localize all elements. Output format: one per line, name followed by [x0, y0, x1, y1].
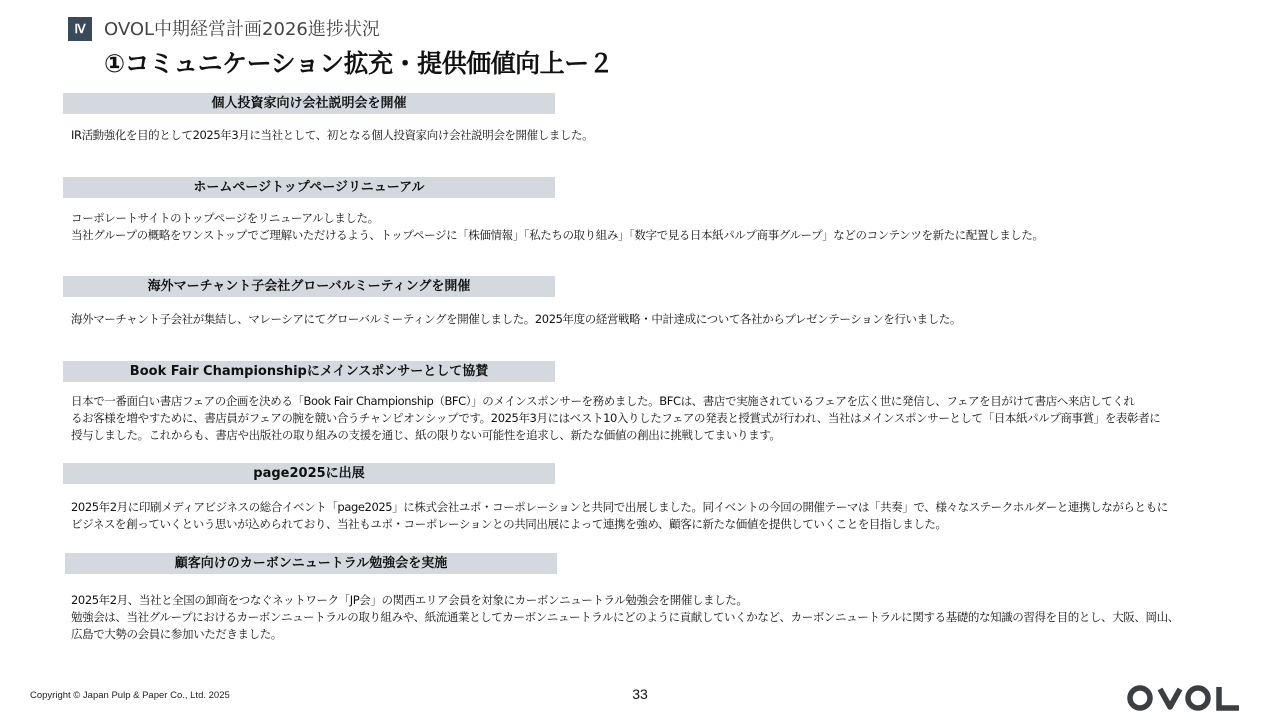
body-line: 授与しました。これからも、書店や出版社の取り組みの支援を通じ、紙の限りない可能性を追求し、新たな価値の創出に挑戦してまいります。	[71, 428, 781, 442]
body-line: IR活動強化を目的として2025年3月に当社として、初となる個人投資家向け会社説明会を開催しました。	[71, 128, 594, 142]
logo-letter-o1	[1130, 688, 1150, 708]
copyright: Copyright © Japan Pulp & Paper Co., Ltd. 2025	[30, 690, 230, 701]
body-line: ビジネスを創っていくという思いが込められており、当社もユポ・コーポレーションとの共同出展によって連携を強め、顧客に新たな価値を提供していくことを目指しました。	[71, 517, 947, 531]
chapter-badge: Ⅳ	[68, 17, 92, 41]
section-body-investor-briefing	[71, 127, 1221, 144]
section-header-global-meeting: 海外マーチャント子会社グローバルミーティングを開催	[63, 276, 555, 297]
logo-letter-v	[1160, 689, 1180, 707]
body-line: 当社グループの概略をワンストップでご理解いただけるよう、トップページに「株価情報」「私たちの取り組み」「数字で見る日本紙パルプ商事グループ」などのコンテンツを新たに配置しました。	[71, 228, 1044, 242]
section-header-carbon-neutral: 顧客向けのカーボンニュートラル勉強会を実施	[65, 553, 557, 574]
logo-letter-l	[1219, 687, 1239, 708]
section-header-page2025: page2025に出展	[63, 463, 555, 484]
body-line: 2025年2月に印刷メディアビジネスの総合イベント「page2025」に株式会社ユポ・コーポレーションと共同で出展しました。同イベントの今回の開催テーマは「共奏」で、様々なステークホルダーと連携しながらともに	[71, 500, 1168, 514]
section-body-page2025	[71, 499, 1221, 533]
section-body-carbon-neutral	[71, 592, 1221, 643]
page-title: ①コミュニケーション拡充・提供価値向上ー２	[104, 49, 614, 78]
section-body-homepage-renewal	[71, 210, 1221, 244]
section-body-book-fair	[71, 393, 1221, 444]
body-line: 日本で一番面白い書店フェアの企画を決める「Book Fair Championship（BFC）」のメインスポンサーを務めました。BFCは、書店で実施されているフェアを広く世に発信し、フェアを目がけて書店へ来店してくれ	[71, 394, 1135, 408]
section-header-book-fair: Book Fair Championshipにメインスポンサーとして協賛	[63, 361, 555, 382]
logo-letter-o2	[1188, 688, 1208, 708]
body-line: コーポレートサイトのトップページをリニューアルしました。	[71, 211, 379, 225]
body-line: 海外マーチャント子会社が集結し、マレーシアにてグローバルミーティングを開催しました。2025年度の経営戦略・中計達成について各社からプレゼンテーションを行いました。	[71, 312, 962, 326]
ovol-logo	[1126, 684, 1241, 712]
section-body-global-meeting	[71, 311, 1221, 328]
body-line: 広島で大勢の会員に参加いただきました。	[71, 627, 282, 641]
chapter-title: OVOL中期経営計画2026進捗状況	[104, 19, 380, 40]
page-number: 33	[632, 686, 648, 702]
body-line: るお客様を増やすために、書店員がフェアの腕を競い合うチャンピオンシップです。2025年3月にはベスト10入りしたフェアの発表と授賞式が行われ、当社はメインスポンサーとして「日本紙パルプ商事賞」を表彰者に	[71, 411, 1161, 425]
section-header-homepage-renewal: ホームページトップページリニューアル	[63, 177, 555, 198]
body-line: 2025年2月、当社と全国の卸商をつなぐネットワーク「JP会」の関西エリア会員を対象にカーボンニュートラル勉強会を開催しました。	[71, 593, 748, 607]
section-header-investor-briefing: 個人投資家向け会社説明会を開催	[63, 93, 555, 114]
body-line: 勉強会は、当社グループにおけるカーボンニュートラルの取り組みや、紙流通業としてカーボンニュートラルにどのように貢献していくかなど、カーボンニュートラルに関する基礎的な知識の習得を目的とし、大阪、岡山、	[71, 610, 1179, 624]
